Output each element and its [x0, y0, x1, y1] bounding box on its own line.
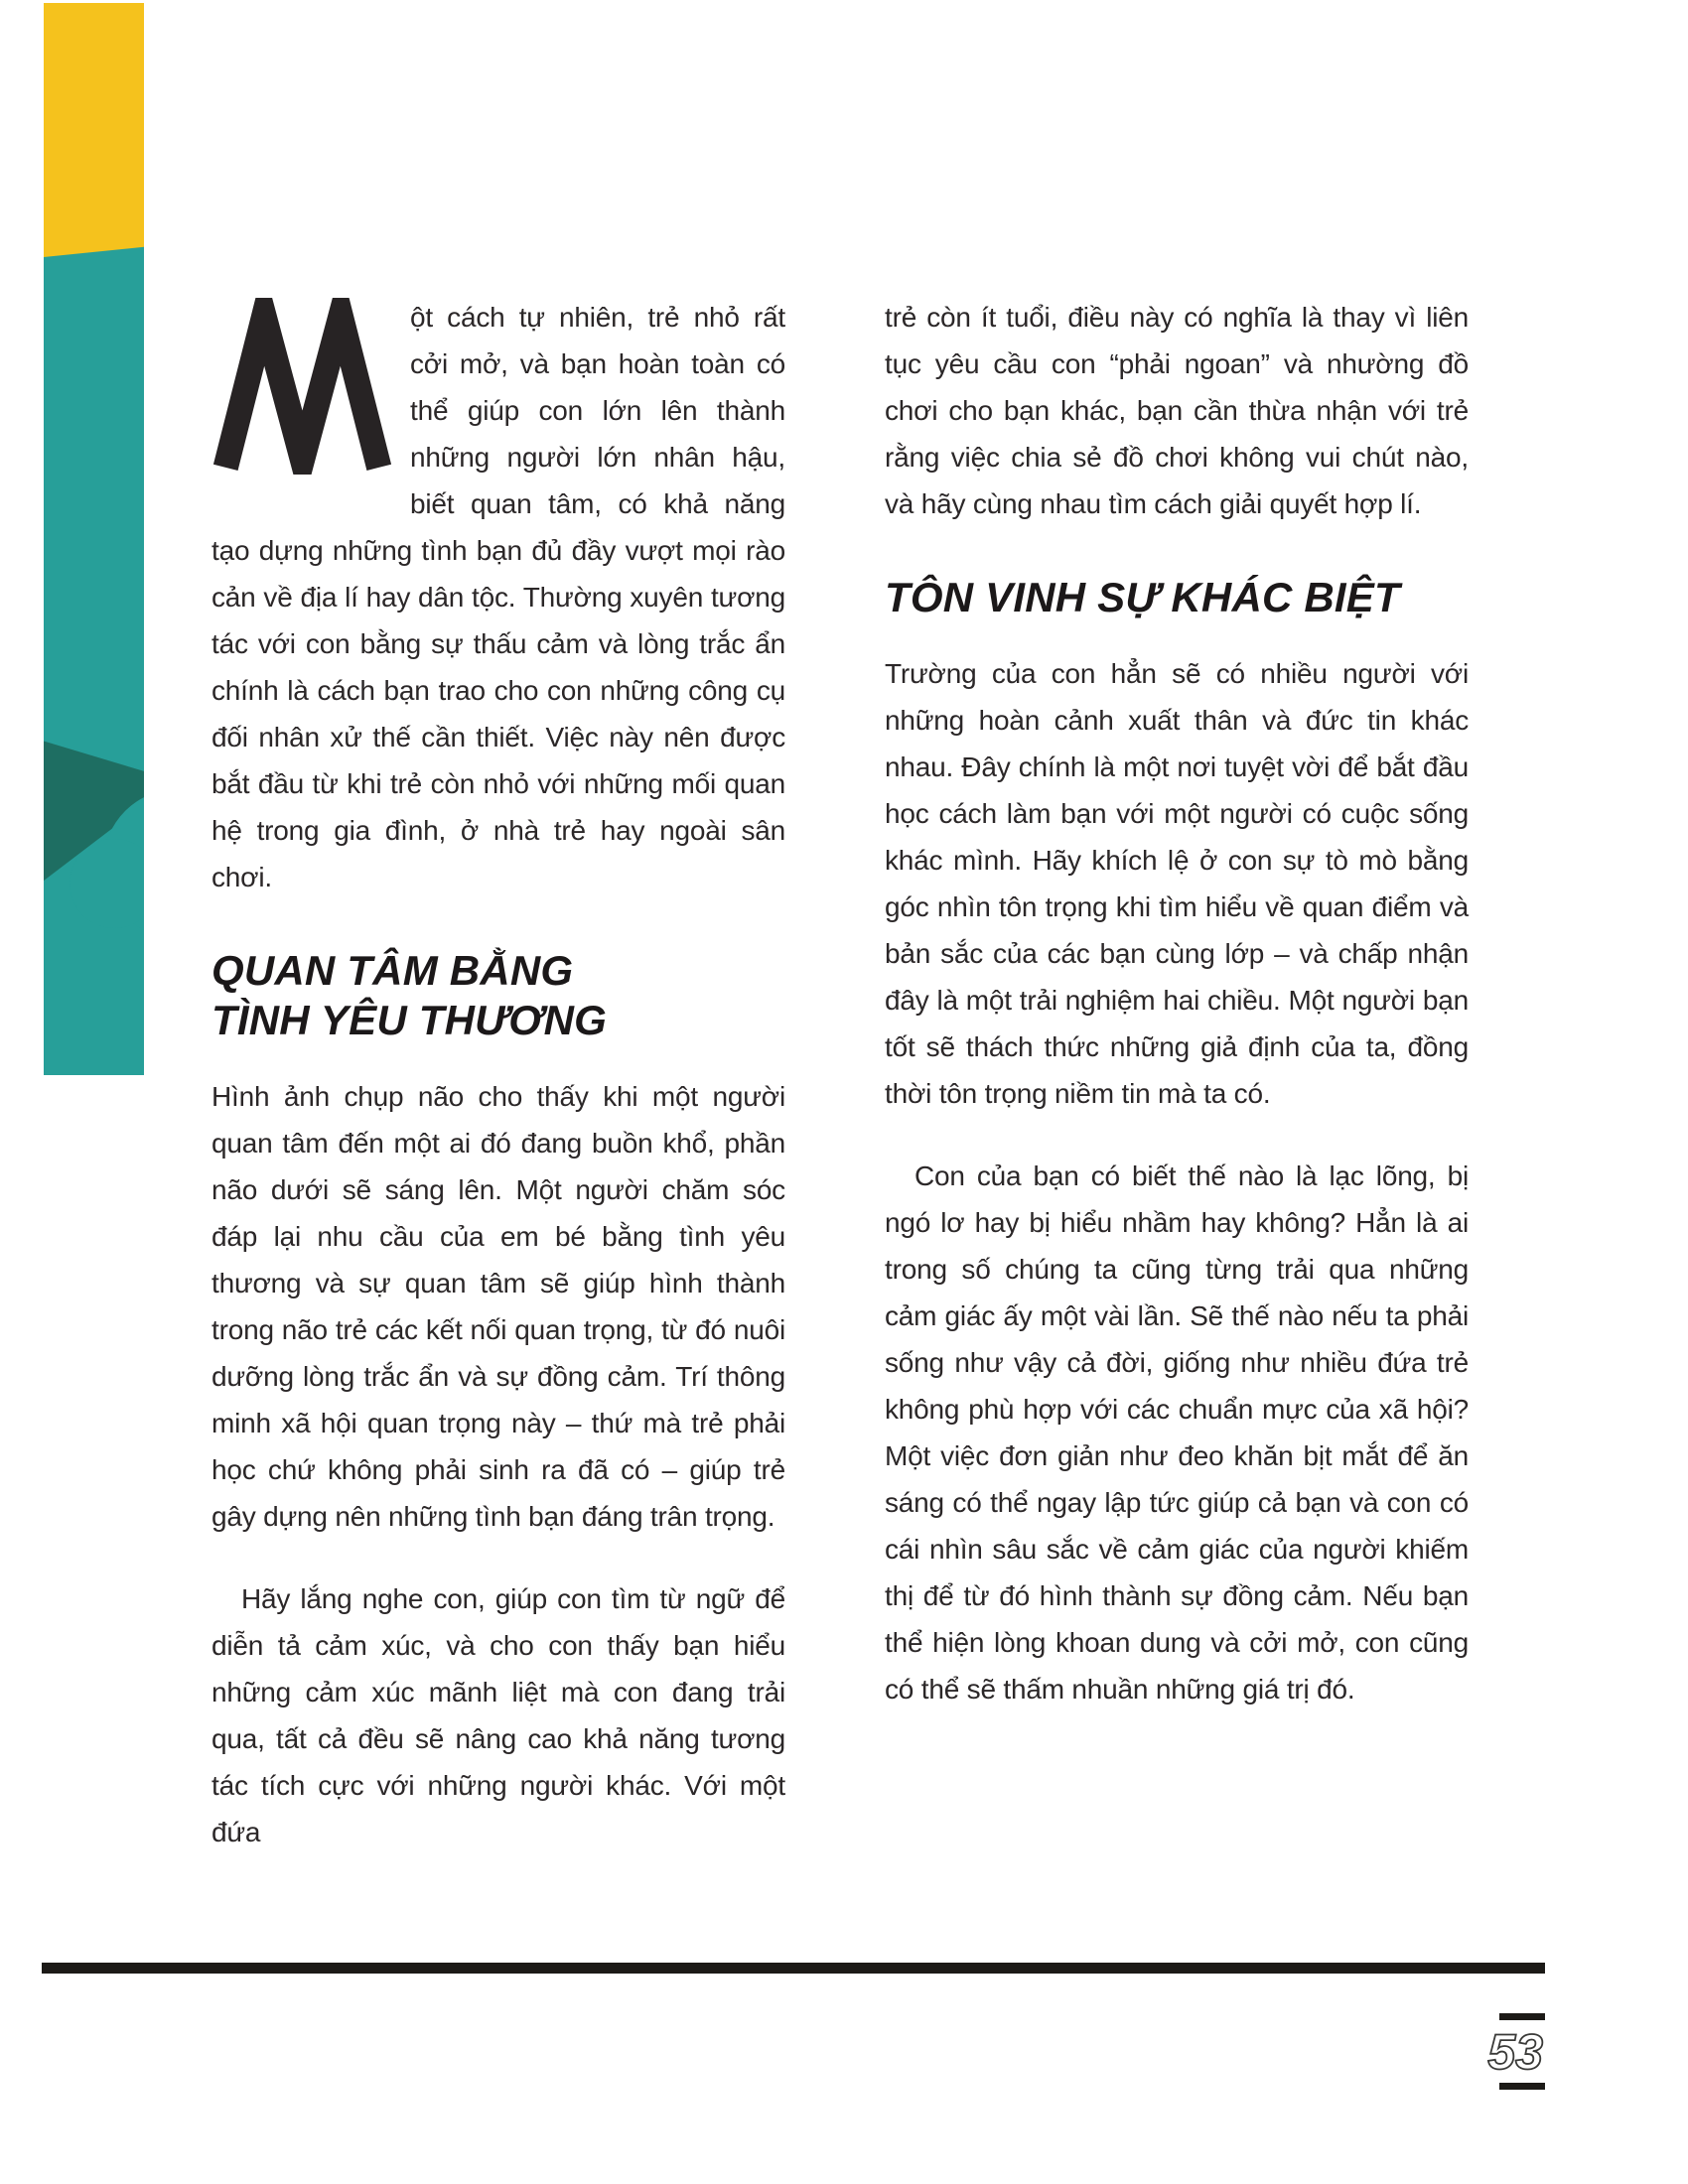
paragraph: ột cách tự nhiên, trẻ nhỏ rất cởi mở, và bạn hoàn toàn có thể giúp con lớn lên thành những người lớn nhân hậu, biết quan tâm, có khả năng tạo dựng những tình bạn đủ đầy vượt mọi rào cản về địa lí hay dân tộc. Thường xuyên tương tác với con bằng sự thấu cảm và lòng trắc ẩn chính là cách bạn trao cho con những công cụ đối nhân xử thế cần thiết. Việc này nên được bắt đầu từ khi trẻ còn nhỏ với những mối quan hệ trong gia đình, ở nhà trẻ hay ngoài sân chơi.	[211, 294, 785, 900]
page-number-block	[1481, 2013, 1545, 2090]
text-column-right	[885, 294, 1469, 1712]
section-heading-line: TÔN VINH SỰ KHÁC BIỆT	[885, 574, 1400, 620]
paragraph: Trường của con hẳn sẽ có nhiều người với những hoàn cảnh xuất thân và đức tin khác nhau. Đây chính là một nơi tuyệt vời để bắt đầu học cách làm bạn với một người có cuộc sống khác mình. Hãy khích lệ ở con sự tò mò bằng góc nhìn tôn trọng khi tìm hiểu về quan điểm và bản sắc của các bạn cùng lớp – và chấp nhận đây là một trải nghiệm hai chiều. Một người bạn tốt sẽ thách thức những giả định của ta, đồng thời tôn trọng niềm tin mà ta có.	[885, 658, 1469, 1109]
section-heading	[885, 573, 1469, 622]
drop-cap-m-glyph	[211, 298, 394, 475]
footer-rule	[42, 1963, 1545, 1974]
section-heading-line: TÌNH YÊU THƯƠNG	[211, 997, 608, 1043]
paragraph: Hình ảnh chụp não cho thấy khi một người quan tâm đến một ai đó đang buồn khổ, phần não dưới sẽ sáng lên. Một người chăm sóc đáp lại nhu cầu của em bé bằng tình yêu thương và sự quan tâm sẽ giúp hình thành trong não trẻ các kết nối quan trọng, từ đó nuôi dưỡng lòng trắc ẩn và sự đồng cảm. Trí thông minh xã hội quan trọng này – thứ mà trẻ phải học chứ không phải sinh ra đã có – giúp trẻ gây dựng nên những tình bạn đáng trân trọng.	[211, 1081, 785, 1532]
page-number	[1481, 2024, 1545, 2080]
paragraph: Con của bạn có biết thế nào là lạc lõng, bị ngó lơ hay bị hiểu nhầm hay không? Hẳn là ai trong số chúng ta cũng từng trải qua những cảm giác ấy một vài lần. Sẽ thế nào nếu ta phải sống như vậy cả đời, giống như nhiều đứa trẻ không phù hợp với các chuẩn mực của xã hội? Một việc đơn giản như đeo khăn bịt mắt để ăn sáng có thể ngay lập tức giúp cả bạn và con có cái nhìn sâu sắc về cảm giác của người khiếm thị để từ đó hình thành sự đồng cảm. Nếu bạn thể hiện lòng khoan dung và cởi mở, con cũng có thể sẽ thấm nhuần những giá trị đó.	[885, 1160, 1469, 1705]
page-number-dash-top	[1499, 2013, 1545, 2020]
page-number-dash-bottom	[1499, 2083, 1545, 2090]
decorative-side-band	[44, 0, 144, 1075]
section-heading	[211, 946, 785, 1045]
section-heading-line: QUAN TÂM BẰNG	[211, 947, 574, 994]
drop-cap-letter	[211, 475, 212, 476]
text-column-left	[211, 294, 785, 1855]
svg-text:53: 53	[1487, 2024, 1543, 2080]
band-teal-block	[44, 246, 144, 1075]
band-yellow-block	[44, 3, 144, 257]
drop-cap	[211, 298, 402, 482]
paragraph: Hãy lắng nghe con, giúp con tìm từ ngữ để diễn tả cảm xúc, và cho con thấy bạn hiểu những cảm xúc mãnh liệt mà con đang trải qua, tất cả đều sẽ nâng cao khả năng tương tác tích cực với những người khác. Với một đứa	[211, 1583, 785, 1847]
paragraph: trẻ còn ít tuổi, điều này có nghĩa là thay vì liên tục yêu cầu con “phải ngoan” và nhường đồ chơi cho bạn khác, bạn cần thừa nhận với trẻ rằng việc chia sẻ đồ chơi không vui chút nào, và hãy cùng nhau tìm cách giải quyết hợp lí.	[885, 302, 1469, 519]
